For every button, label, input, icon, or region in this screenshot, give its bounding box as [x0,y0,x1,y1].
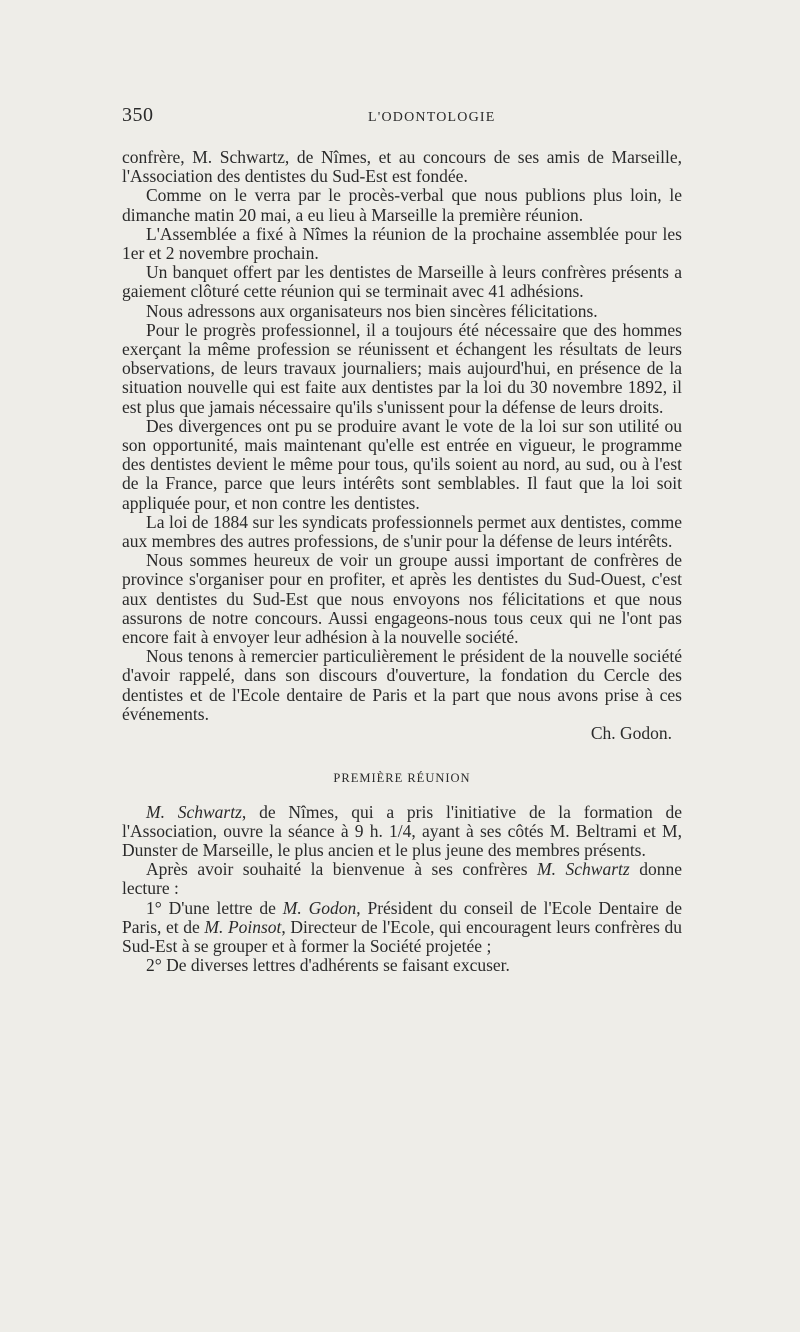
paragraph: L'Assemblée a fixé à Nîmes la réunion de la prochaine assemblée pour les 1er et 2 novembre prochain. [122,223,682,264]
article-body [122,148,682,975]
person-name: M. Schwartz [146,801,242,822]
section-heading: PREMIÈRE RÉUNION [333,771,471,786]
paragraph-text: , Directeur de l'Ecole, qui encouragent leurs confrères du Sud-Est à se grouper et à former la Société projetée ; [122,916,682,956]
paragraph: Nous adressons aux organisateurs nos bien sincères félicitations. [146,300,598,321]
paragraph: Nous sommes heureux de voir un groupe aussi important de confrères de province s'organiser pour en profiter, et après les dentistes du Sud-Ouest, c'est aux dentistes du Sud-Est que nous envoyons nos félicitations et que nous assurons de notre concours. Aussi engageons-nous tous ceux qui ne l'ont pas encore fait à envoyer leur adhésion à la nouvelle société. [122,550,682,648]
paragraph-text: Après avoir souhaité la bienvenue à ses confrères [146,859,538,880]
paragraph: Nous tenons à remercier particulièrement le président de la nouvelle société d'avoir rappelé, dans son discours d'ouverture, la fondation du Cercle des dentistes et de l'Ecole dentaire de Paris et la part que nous avons prise à ces événements. [122,646,682,724]
paragraph: Un banquet offert par les dentistes de Marseille à leurs confrères présents a gaiement clôturé cette réunion qui se terminait avec 41 adhésions. [122,262,682,302]
paragraph-text: donne lecture : [122,859,682,899]
paragraph: confrère, M. Schwartz, de Nîmes, et au concours de ses amis de Marseille, l'Association des dentistes du Sud-Est est fondée. [122,147,682,187]
paragraph: Des divergences ont pu se produire avant le vote de la loi sur son utilité ou son opportunité, mais maintenant qu'elle est entrée en vigueur, le programme des dentistes devient le même pour tous, qu'ils soient au nord, au sud, ou à l'est de la France, parce que leurs intérêts sont semblables. Il faut que la loi soit appliquée pour, et non contre les dentistes. [122,415,682,513]
page-number: 350 [122,104,154,126]
person-name: M. Godon [282,897,357,918]
paragraph [122,899,682,957]
paragraph: 2° De diverses lettres d'adhérents se faisant excuser. [146,955,510,976]
paragraph [122,860,682,898]
paragraph-text: , Président du conseil de l'Ecole Dentaire de Paris, et de [122,897,682,937]
page-header [122,104,682,134]
signature: Ch. Godon. [590,723,672,744]
running-title: L'ODONTOLOGIE [368,110,496,125]
paragraph: La loi de 1884 sur les syndicats professionnels permet aux dentistes, comme aux membres des autres professions, de s'unir pour la défense de leurs intérêts. [122,511,682,552]
paragraph-text: , de Nîmes, qui a pris l'initiative de la formation de l'Association, ouvre la séance à 9 h. 1/4, ayant à ses côtés M. Beltrami et M, Dunster de Marseille, le plus ancien et le plus jeune des membres présents. [122,801,683,860]
paragraph [122,803,682,861]
person-name: M. Schwartz [537,859,630,880]
person-name: M. Poinsot [204,916,282,937]
paragraph: Pour le progrès professionnel, il a toujours été nécessaire que des hommes exerçant la même profession se réunissent et échangent les résultats de leurs observations, de leurs travaux journaliers; mais aujourd'hui, en présence de la situation nouvelle qui est faite aux dentistes par la loi du 30 novembre 1892, il est plus que jamais nécessaire qu'ils s'unissent pour la défense de leurs droits. [122,319,682,417]
paragraph: Comme on le verra par le procès-verbal que nous publions plus loin, le dimanche matin 20 mai, a eu lieu à Marseille la première réunion. [122,185,682,225]
paragraph-text: 1° D'une lettre de [146,897,283,918]
